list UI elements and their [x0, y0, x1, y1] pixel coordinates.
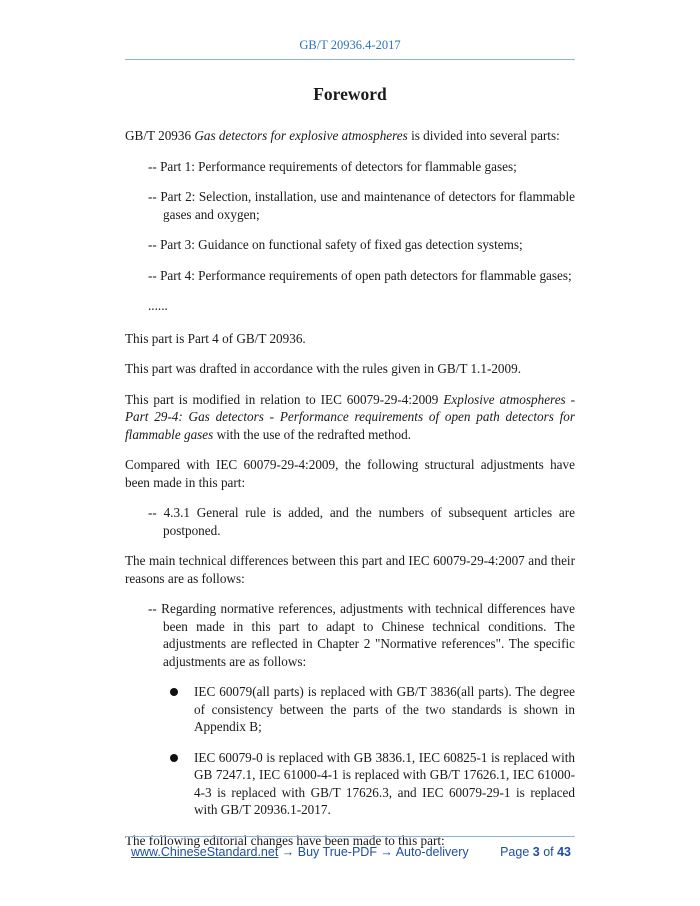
header-rule [125, 59, 575, 60]
list-item-part-1: -- Part 1: Performance requirements of detectors for flammable gases; [148, 158, 517, 174]
total-pages: 43 [557, 845, 571, 859]
page-number: Page 3 of 43 [500, 845, 571, 859]
technical-difference-item: -- Regarding normative references, adjustments with technical differences have been made in this part to adapt to Chinese technical conditions. The adjustments are reflected in Chapter 2 "Normative references". The specific adjustments are as follows: [148, 601, 575, 669]
bullet-item-2: IEC 60079-0 is replaced with GB 3836.1, IEC 60825-1 is replaced with GB 7247.1, IEC 61000-4-1 is replaced with GB/T 17626.1, IEC 61000-4-3 is replaced with GB/T 17626.3, and IEC 60079-29-1 is replaced with GB/T 20936.1-2017. [170, 749, 575, 819]
arrow-right-icon: → [278, 845, 298, 859]
structural-adjustments-intro: Compared with IEC 60079-29-4:2009, the following structural adjustments have been made in this part: [125, 457, 575, 490]
part-statement: This part is Part 4 of GB/T 20936. [125, 330, 306, 346]
list-item-part-3: -- Part 3: Guidance on functional safety of fixed gas detection systems; [148, 237, 523, 252]
site-link[interactable]: www.ChineseStandard.net [131, 845, 279, 859]
reference-title: Explosive atmospheres - Part 29-4: Gas detectors - Performance requirements of open path detectors for flammable gases [125, 391, 575, 442]
auto-delivery-text: Auto-delivery [395, 845, 469, 859]
technical-differences-intro: The main technical differences between this part and IEC 60079-29-4:2007 and their reasons are as follows: [125, 553, 575, 586]
list-item-part-4: -- Part 4: Performance requirements of open path detectors for flammable gases; [148, 267, 572, 283]
page-footer [131, 845, 571, 861]
modification-statement: This part is modified in relation to IEC 60079-29-4:2009 Explosive atmospheres - Part 29-4: Gas detectors - Performance requirements of open path detectors for flammable gases with the use of the redrafted method. [125, 391, 575, 442]
list-item-part-2: -- Part 2: Selection, installation, use and maintenance of detectors for flammable gases and oxygen; [148, 189, 575, 222]
arrow-right-icon: → [376, 845, 396, 859]
structural-adjustment-item: -- 4.3.1 General rule is added, and the numbers of subsequent articles are postponed. [148, 505, 575, 538]
drafting-statement: This part was drafted in accordance with the rules given in GB/T 1.1-2009. [125, 361, 522, 376]
list-ellipsis: ...... [148, 298, 168, 313]
document-body [125, 84, 575, 862]
editorial-changes-intro: The following editorial changes have been made to this part: [125, 832, 445, 848]
series-title: Gas detectors for explosive atmospheres [194, 128, 408, 143]
bullet-dot-icon [170, 688, 178, 696]
page-title: Foreword [313, 84, 387, 104]
current-page: 3 [532, 845, 540, 859]
buy-pdf-link[interactable]: Buy True-PDF [297, 845, 377, 859]
intro-paragraph: GB/T 20936 Gas detectors for explosive atmospheres is divided into several parts: [125, 128, 560, 143]
bullet-dot-icon [170, 754, 178, 762]
footer-rule [125, 836, 575, 837]
footer-links [131, 845, 469, 859]
running-header: GB/T 20936.4-2017 [299, 38, 401, 52]
bullet-item-1: IEC 60079(all parts) is replaced with GB/T 3836(all parts). The degree of consistency between the parts of the two standards is shown in Appendix B; [170, 683, 575, 736]
